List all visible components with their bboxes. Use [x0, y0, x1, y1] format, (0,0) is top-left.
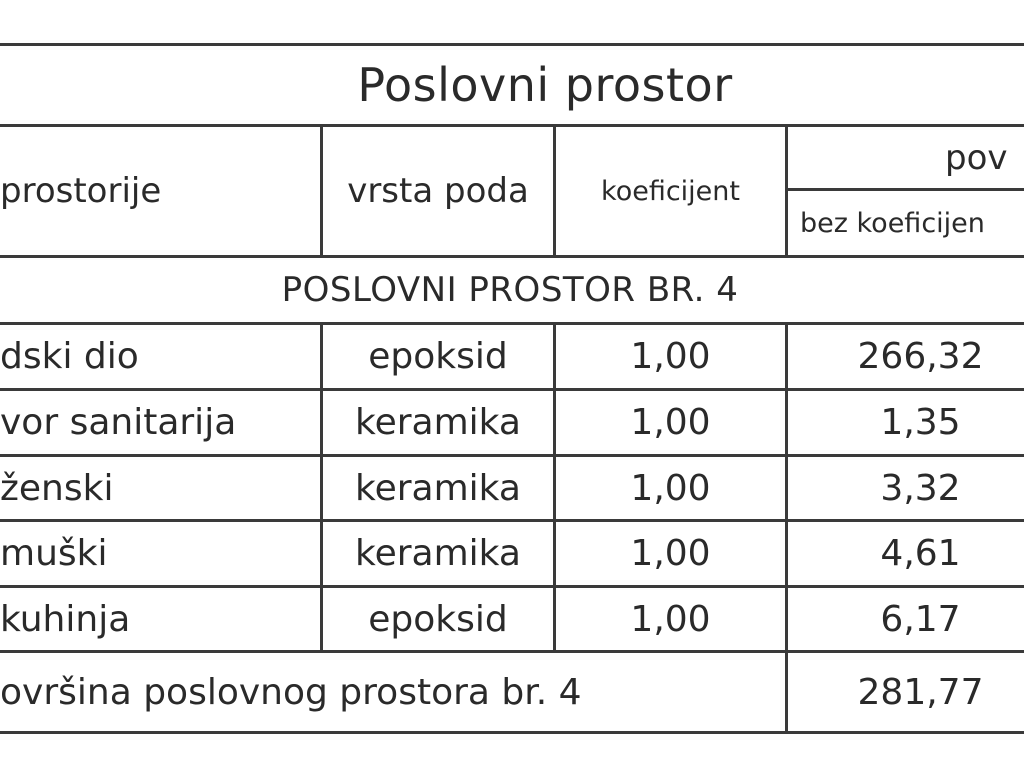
cell-naziv: ženski — [0, 467, 114, 509]
cell-vrsta-poda: keramika — [355, 402, 521, 443]
cell-povrsina: 3,32 — [880, 467, 961, 509]
cell-naziv: dski dio — [0, 336, 139, 377]
header-koeficijent: koeficijent — [601, 175, 740, 207]
total-povrsina: 281,77 — [857, 671, 984, 713]
cell-naziv: muški — [0, 533, 108, 574]
cell-koeficijent: 1,00 — [630, 533, 711, 574]
total-label: ovršina poslovnog prostora br. 4 — [0, 671, 582, 713]
cell-vrsta-poda: keramika — [355, 533, 521, 574]
header-bez-koeficijenta: bez koeficijen — [800, 207, 985, 239]
header-naziv-prostorije: prostorije — [0, 171, 162, 211]
table-border-bottom — [0, 731, 1024, 734]
header-povrsina: pov — [945, 137, 1008, 178]
section-title: POSLOVNI PROSTOR BR. 4 — [281, 270, 739, 310]
header-vrsta-poda: vrsta poda — [347, 171, 529, 211]
cell-povrsina: 1,35 — [880, 402, 961, 443]
cell-naziv: vor sanitarija — [0, 402, 237, 443]
cell-povrsina: 4,61 — [880, 533, 961, 574]
cell-povrsina: 6,17 — [880, 598, 961, 640]
column-divider — [785, 124, 788, 255]
cell-vrsta-poda: epoksid — [368, 336, 508, 377]
cell-koeficijent: 1,00 — [630, 402, 711, 443]
cell-koeficijent: 1,00 — [630, 467, 711, 509]
cell-povrsina: 266,32 — [857, 336, 984, 377]
cell-vrsta-poda: keramika — [355, 467, 521, 509]
cell-koeficijent: 1,00 — [630, 336, 711, 377]
page-title: Poslovni prostor — [357, 58, 733, 112]
cell-vrsta-poda: epoksid — [368, 598, 508, 640]
cell-koeficijent: 1,00 — [630, 598, 711, 640]
cell-naziv: kuhinja — [0, 598, 131, 640]
